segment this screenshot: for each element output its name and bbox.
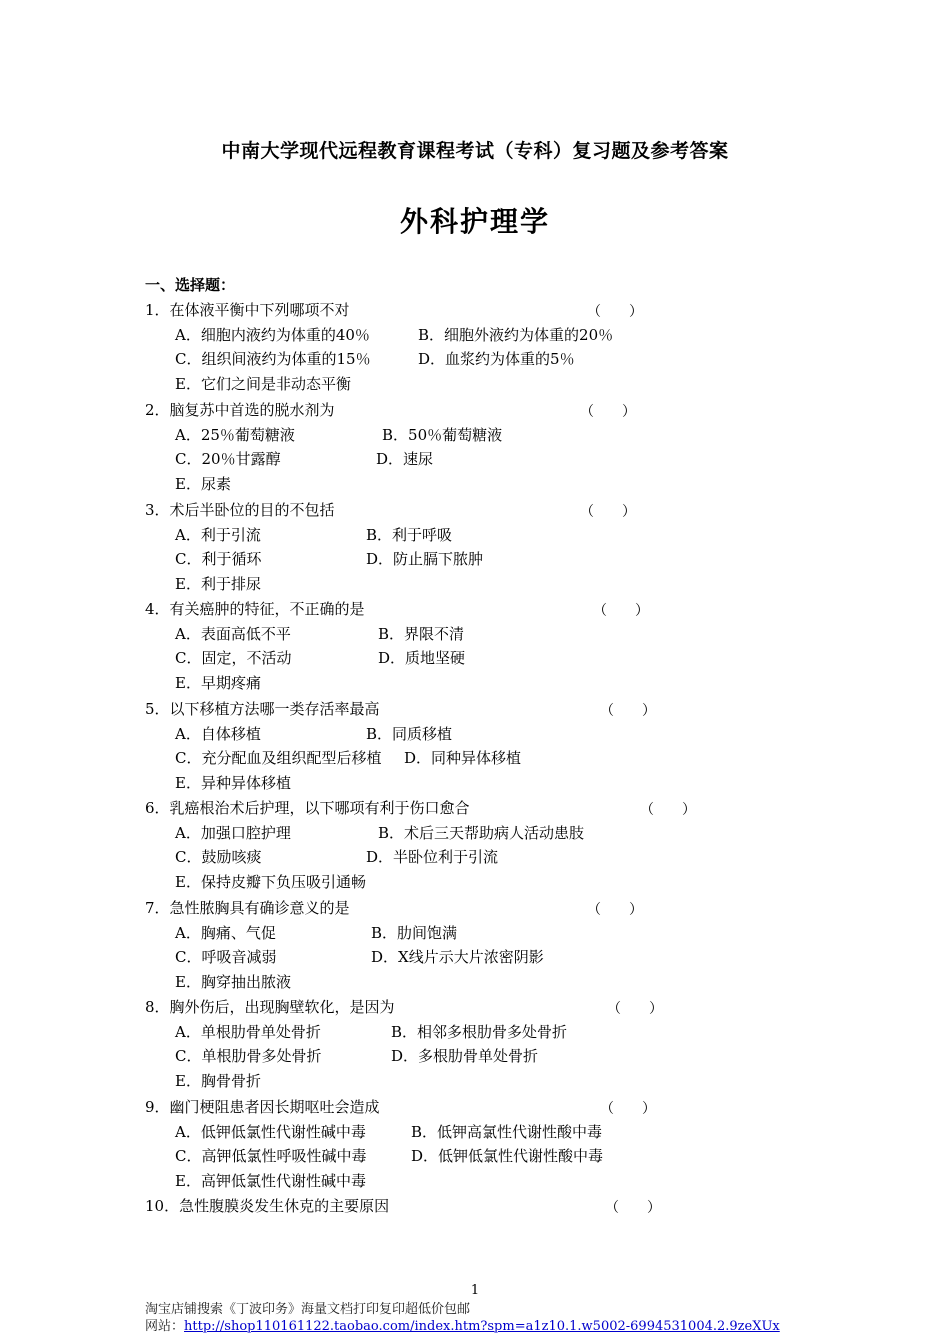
answer-option: D．X线片示大片浓密阴影 — [371, 948, 544, 966]
answer-option: D．低钾低氯性代谢性酸中毒 — [411, 1147, 604, 1165]
answer-blank: （ ） — [600, 1101, 656, 1117]
answer-blank: （ ） — [600, 703, 656, 719]
answer-option: B．低钾高氯性代谢性酸中毒 — [411, 1122, 603, 1141]
answer-option: A．低钾低氯性代谢性碱中毒 — [175, 1122, 366, 1141]
answer-option: C．高钾低氯性呼吸性碱中毒 — [175, 1147, 367, 1165]
question-stem: 3．术后半卧位的目的不包括 — [145, 501, 335, 519]
footer-ad-text: 淘宝店铺搜索《丁波印务》海量文档打印复印超低价包邮 — [145, 1302, 471, 1317]
question-stem: 6．乳癌根治术后护理，以下哪项有利于伤口愈合 — [145, 799, 470, 817]
answer-option: A．利于引流 — [175, 525, 261, 544]
answer-option: E．它们之间是非动态平衡 — [175, 374, 351, 393]
answer-option: D．速尿 — [376, 450, 434, 468]
question-stem: 5．以下移植方法哪一类存活率最高 — [145, 700, 380, 718]
answer-option: C．充分配血及组织配型后移植 — [175, 749, 382, 767]
answer-option: E．高钾低氯性代谢性碱中毒 — [175, 1171, 366, 1190]
answer-option: C．单根肋骨多处骨折 — [175, 1047, 322, 1065]
answer-blank: （ ） — [640, 802, 696, 818]
answer-option: A．加强口腔护理 — [175, 823, 291, 842]
question-stem: 10．急性腹膜炎发生休克的主要原因 — [145, 1197, 390, 1215]
answer-option: E．利于排尿 — [175, 574, 261, 593]
answer-option: B．利于呼吸 — [366, 525, 453, 544]
answer-option: A．25％葡萄糖液 — [175, 425, 295, 444]
answer-option: B．界限不清 — [378, 624, 465, 643]
answer-option: E．胸穿抽出脓液 — [175, 972, 291, 991]
answer-option: A．胸痛、气促 — [175, 923, 276, 942]
answer-option: E．胸骨骨折 — [175, 1071, 261, 1090]
answer-blank: （ ） — [593, 603, 649, 619]
question-stem: 4．有关癌肿的特征，不正确的是 — [145, 600, 365, 618]
answer-option: E．异种异体移植 — [175, 773, 291, 792]
answer-option: C．鼓励咳痰 — [175, 848, 262, 866]
answer-option: D．多根肋骨单处骨折 — [391, 1047, 539, 1065]
question-stem: 9．幽门梗阻患者因长期呕吐会造成 — [145, 1098, 380, 1116]
answer-option: A．单根肋骨单处骨折 — [175, 1022, 321, 1041]
answer-blank: （ ） — [580, 504, 636, 520]
footer-website — [145, 1315, 780, 1334]
question-stem: 8．胸外伤后，出现胸壁软化，是因为 — [145, 998, 395, 1016]
answer-option: B．细胞外液约为体重的20％ — [418, 325, 614, 344]
subject-title: 外科护理学 — [399, 205, 550, 238]
answer-blank: （ ） — [587, 902, 643, 918]
answer-option: B．相邻多根肋骨多处骨折 — [391, 1022, 568, 1041]
footer-website-link[interactable]: http://shop110161122.taobao.com/index.htm?spm=a1z10.1.w5002-6994531004.2.9zeXUx — [184, 1319, 780, 1334]
document-title: 中南大学现代远程教育课程考试（专科）复习题及参考答案 — [221, 140, 729, 162]
answer-option: D．半卧位利于引流 — [366, 848, 499, 866]
question-stem: 7．急性脓胸具有确诊意义的是 — [145, 899, 350, 917]
footer-website-label: 网站： — [145, 1319, 185, 1334]
answer-option: A．自体移植 — [175, 724, 261, 743]
answer-option: D．质地坚硬 — [378, 649, 466, 667]
answer-option: C．组织间液约为体重的15％ — [175, 350, 371, 368]
answer-option: A．表面高低不平 — [175, 624, 291, 643]
answer-option: C．呼吸音减弱 — [175, 948, 277, 966]
answer-option: C．固定，不活动 — [175, 649, 292, 667]
answer-option: D．同种异体移植 — [404, 749, 522, 767]
answer-option: B．同质移植 — [366, 724, 453, 743]
answer-option: B．术后三天帮助病人活动患肢 — [378, 823, 585, 842]
answer-blank: （ ） — [605, 1200, 661, 1216]
answer-option: C．利于循环 — [175, 550, 262, 568]
question-stem: 1．在体液平衡中下列哪项不对 — [145, 301, 350, 319]
answer-option: B．肋间饱满 — [371, 923, 458, 942]
question-stem: 2．脑复苏中首选的脱水剂为 — [145, 401, 335, 419]
answer-option: D．血浆约为体重的5％ — [418, 350, 575, 368]
answer-option: C．20％甘露醇 — [175, 450, 281, 468]
answer-option: E．保持皮瓣下负压吸引通畅 — [175, 872, 366, 891]
answer-option: A．细胞内液约为体重的40％ — [175, 325, 370, 344]
answer-option: E．尿素 — [175, 474, 231, 493]
answer-blank: （ ） — [580, 404, 636, 420]
answer-option: E．早期疼痛 — [175, 673, 261, 692]
answer-blank: （ ） — [587, 304, 643, 320]
answer-option: B．50％葡萄糖液 — [382, 425, 503, 444]
answer-option: D．防止膈下脓肿 — [366, 550, 484, 568]
section-heading: 一、选择题： — [145, 276, 236, 294]
answer-blank: （ ） — [607, 1001, 663, 1017]
page-number: 1 — [470, 1283, 480, 1298]
